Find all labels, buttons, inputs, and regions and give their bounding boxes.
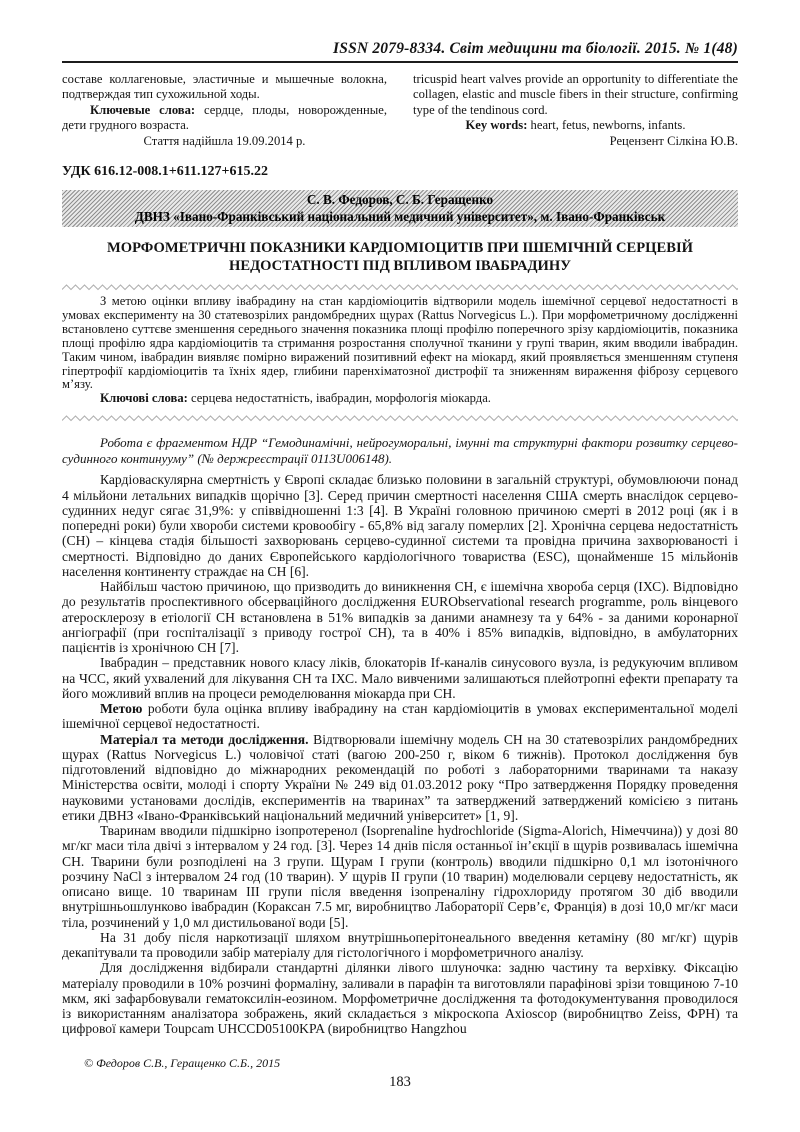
paragraph-text: Відтворювали ішемічну модель СН на 30 статевозрілих рандомбредних щурах (Rattus Norvegicus L.) чоловічої статі (вагою 200-250 г, віком 6 тижнів). Протокол дослідження був підготовлений відповідно до міжнародних рекомендацій по роботі з лабораторними тваринами та наказу Міністерства освіти, молоді і спорту України № 249 від 01.03.2012 року “Про затвердження Порядку проведення науковими установами дослідів, експериментів на тваринах” та затверджений затверджений комісією з питань етики ДВНЗ «Івано-Франківський національний медичний університет» [1, 9]. <box>62 731 738 823</box>
paragraph-lead: Метою <box>100 701 143 717</box>
paragraph-text: Тваринам вводили підшкірно ізопротеренол (Isoprenaline hydrochloride (Sigma-Alorich, Німеччина)) у дозі 80 мг/кг маси тіла двічі з інтервалом у 24 год. [3]. Через 14 днів після останньої ін’єкції в щурів розвивалась ішемічна СН. Тварини були розподілені на 3 групи. Щурам I групи (контроль) вводили підшкірно 0,1 мл ізотонічного розчину NaCl з інтервалом 24 год (10 тварин). У щурів II групи (10 тварин) моделювали серцеву недостатність, як описано вище. 10 тваринам III групи після введення ізопреналіну гідрохлориду протягом 30 діб вводили внутрішньошлунково івабрадин (Кораксан 7.5 мг, виробництво Лабораторії Серв’є, Франція) в дозі 10,0 мг/кг маси тіла, розчинений у 1,0 мл дистильованої води [5]. <box>62 823 738 930</box>
body-paragraph <box>62 823 738 930</box>
udc-code: УДК 616.12-008.1+611.127+615.22 <box>62 164 268 180</box>
left-keywords-label: Ключевые слова: <box>90 102 196 117</box>
left-column <box>62 72 387 149</box>
abstract-text: З метою оцінки впливу івабрадину на стан кардіоміоцитів відтворили модель ішемічної серцевої недостатності в умовах експерименту на 30 статевозрілих рандомбредних щурах (Rattus Norvegicus L.). При морфометричному дослідженні встановлено суттєве зменшення середнього значення показника площі профілю поперечного зрізу кардіоміоцитів, показника площі профілю ядра кардіоміоцитів та стримання розростання сполучної тканини у групі тварин, яким вводили івабрадин. Таким чином, івабрадин виявляє помірно виражений позитивний ефект на міокард, який проявляється зменшенням ступеня гіпертрофії кардіоміоцитів та їхніх ядер, глибини паренхіматозної дистрофії та зниженням вираження фіброзу серцевого м’язу. <box>62 294 738 392</box>
right-keywords-text: heart, fetus, newborns, infants. <box>527 118 686 133</box>
article-received-date: Стаття надійшла 19.09.2014 р. <box>143 133 306 148</box>
right-column-text: tricuspid heart valves provide an opportunity to differentiate the collagen, elastic and muscle fibers in their structure, confirming type of the tendinous cord. <box>413 72 738 117</box>
affiliation-line: ДВНЗ «Івано-Франківський національний медичний університет», м. Івано-Франківськ <box>134 208 666 224</box>
abstract-keywords-line <box>62 392 738 406</box>
page-content <box>62 0 738 1037</box>
right-keywords-line <box>413 118 738 133</box>
paragraph-text: роботи була оцінка впливу івабрадину на стан кардіоміоцитів в умовах експериментальної моделі ішемічної серцевої недостатності. <box>62 701 738 732</box>
body-paragraph <box>62 930 738 961</box>
copyright-line: © Федоров С.В., Геращенко С.Б., 2015 <box>84 1056 281 1070</box>
paragraph-text: На 31 добу після наркотизації шляхом внутрішньоперітонеального введення кетаміну (80 мг/кг) щурів декапітували та проводили забір матеріалу для гістологічного і морфометричного аналізу. <box>62 929 738 961</box>
authors-line: С. В. Федоров, С. Б. Геращенко <box>306 192 494 208</box>
body-paragraph <box>62 655 738 701</box>
page-footer <box>62 1056 738 1106</box>
paragraph-text: Найбільш частою причиною, що призводить до виникнення СН, є ішемічна хвороба серця (ІХС). Відповідно до результатів проспективного обсерваційного дослідження EURObservational research programme, роль вінцевого атеросклерозу в етіології СН встановлена в 51% випадків за даними анамнезу та у 64% - за даними коронарної ангіографії (при госпіталізації з приводу гострої СН), та в 40% і 85% випадків, відповідно, в амбулаторних пацієнтів із хронічною СН [7]. <box>62 579 738 656</box>
previous-article-tail <box>62 72 738 149</box>
right-keywords-label: Key words: <box>465 118 528 133</box>
article-title: МОРФОМЕТРИЧНІ ПОКАЗНИКИ КАРДІОМІОЦИТІВ ПРИ ІШЕМІЧНІЙ СЕРЦЕВІЙ НЕДОСТАТНОСТІ ПІД ВПЛИВОМ ІВАБРАДИНУ <box>107 240 693 274</box>
journal-issn-header: ISSN 2079-8334. Світ медицини та біології. 2015. № 1(48) <box>333 40 738 57</box>
left-keywords-text: сердце, плоды, новорожденные, дети грудного возраста. <box>62 102 387 133</box>
body-paragraph <box>62 960 738 1036</box>
body-paragraph <box>62 732 738 824</box>
reviewer-line: Рецензент Сілкіна Ю.В. <box>609 133 738 148</box>
paragraph-text: Для дослідження відбирали стандартні ділянки лівого шлуночка: задню частину та верхівку. Фіксацію матеріалу проводили в 10% розчині формаліну, заливали в парафін та виготовляли парафінові зрізи товщиною 7-10 мкм, які зафарбовували гематоксилін-еозином. Морфометричне дослідження та фотодокументування проводилося із використанням аналізатора зображень, який складається з мікроскопа Axioscop (виробництво Zeiss, ФРН) та цифрової камери Toupcam UHCCD05100KPA (виробництво Hangzhou <box>62 960 738 1037</box>
zigzag-divider-top <box>62 283 738 291</box>
page-number: 183 <box>389 1074 411 1090</box>
abstract-keywords-label: Ключові слова: <box>100 391 188 406</box>
zigzag-divider-bottom <box>62 414 738 422</box>
header-rule <box>62 61 738 63</box>
authors-affiliation-block <box>62 190 738 227</box>
paragraph-lead: Матеріал та методи дослідження. <box>100 731 309 747</box>
abstract-block <box>62 295 738 406</box>
left-keywords-line <box>62 103 387 134</box>
body-paragraph <box>62 701 738 732</box>
right-column <box>413 72 738 149</box>
body-paragraph <box>62 472 738 579</box>
paragraph-text: Кардіоваскулярна смертність у Європі складає близько половини в загальній структурі, обумовлюючи понад 4 мільйони летальних випадків щорічно [3]. Серед причин смертності населення США смерть внаслідок серцево-судинних недуг сягає 31,9%: у співвідношенні 1:3 [4]. В Україні головною причиною смерті в 2012 році (як і в попередні роки) були хвороби системи кровообігу - 65,8% від загалу померлих [2]. Хронічна серцева недостатність (СН) – кінцева стадія більшості захворювань серцево-судинної системи та провідна причина захворюваності і смертності. Відповідно до даних Європейського кардіологічного товариства (ESC), щонайменше 15 мільйонів населення континенту страждає на СН [6]. <box>62 472 738 579</box>
body-paragraph <box>62 579 738 655</box>
abstract-keywords-text: серцева недостатність, івабрадин, морфологія міокарда. <box>187 391 491 406</box>
ndr-note: Робота є фрагментом НДР “Гемодинамічні, нейрогуморальні, імунні та структурні фактори розвитку серцево-судинного континууму” (№ держреєстрації 0113U006148). <box>62 435 738 466</box>
left-column-text: составе коллагеновые, эластичные и мышечные волокна, подтверждая тип сухожильной ходы. <box>62 72 387 102</box>
paragraph-text: Івабрадин – представник нового класу ліків, блокаторів If-каналів синусового вузла, із редукуючим впливом на ЧСС, який ухвалений для лікування СН та ІХС. Мало вивченими залишаються плейотропні ефекти препарату та його можливий вплив на процеси ремоделювання міокарда при СН. <box>62 655 738 701</box>
article-body <box>62 472 738 1036</box>
